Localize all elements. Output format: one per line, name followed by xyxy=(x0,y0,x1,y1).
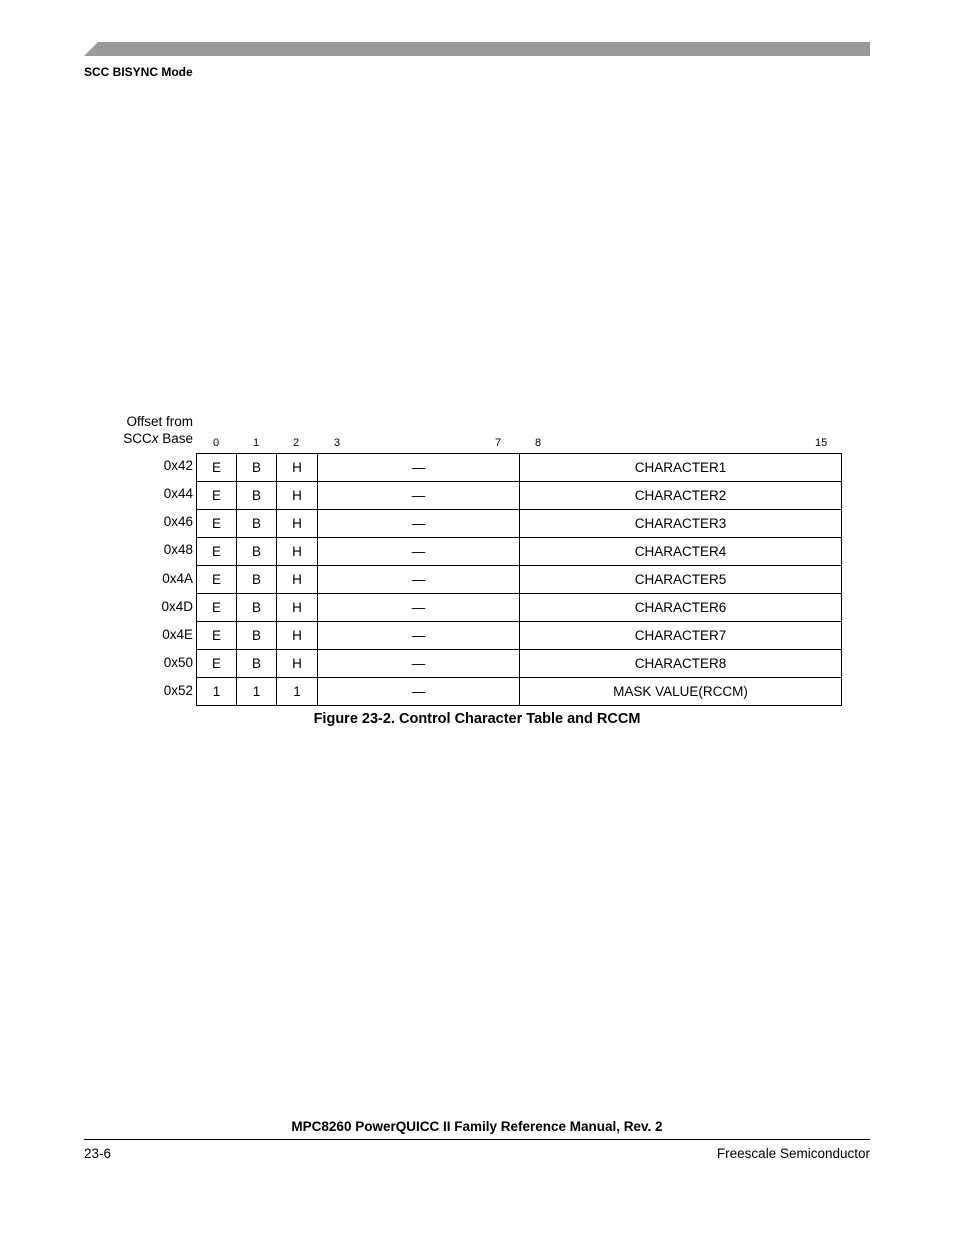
table-row xyxy=(197,566,842,594)
reserved-cell: — xyxy=(318,594,520,622)
reserved-cell: — xyxy=(318,538,520,566)
offset-label-line1: Offset from xyxy=(126,414,193,429)
h-bit-cell: H xyxy=(277,566,318,594)
row-offset: 0x52 xyxy=(163,683,193,698)
character-cell: CHARACTER1 xyxy=(520,454,842,482)
h-bit-cell: H xyxy=(277,538,318,566)
character-cell: CHARACTER6 xyxy=(520,594,842,622)
header-bar xyxy=(84,42,870,56)
reserved-cell: — xyxy=(318,454,520,482)
character-cell: CHARACTER8 xyxy=(520,650,842,678)
reserved-cell: — xyxy=(318,566,520,594)
table-row xyxy=(197,678,842,706)
bit-number: 15 xyxy=(815,437,828,449)
b-bit-cell: B xyxy=(237,594,277,622)
e-bit-cell: E xyxy=(197,622,237,650)
h-bit-cell: H xyxy=(277,594,318,622)
reserved-cell: — xyxy=(318,510,520,538)
reserved-cell: — xyxy=(318,622,520,650)
h-bit-cell: H xyxy=(277,482,318,510)
row-offset: 0x50 xyxy=(163,655,193,670)
e-bit-cell: 1 xyxy=(197,678,237,706)
reserved-cell: — xyxy=(318,482,520,510)
h-bit-cell: H xyxy=(277,510,318,538)
b-bit-cell: B xyxy=(237,482,277,510)
b-bit-cell: B xyxy=(237,566,277,594)
reserved-cell: — xyxy=(318,678,520,706)
company-name: Freescale Semiconductor xyxy=(716,1146,870,1161)
offset-column-label xyxy=(100,413,193,447)
bit-number: 2 xyxy=(293,437,300,449)
table-row xyxy=(197,510,842,538)
e-bit-cell: E xyxy=(197,510,237,538)
b-bit-cell: B xyxy=(237,538,277,566)
bit-number: 8 xyxy=(535,437,542,449)
e-bit-cell: E xyxy=(197,454,237,482)
h-bit-cell: H xyxy=(277,454,318,482)
table-row xyxy=(197,650,842,678)
b-bit-cell: B xyxy=(237,650,277,678)
e-bit-cell: E xyxy=(197,482,237,510)
table-row xyxy=(197,594,842,622)
row-offset: 0x4E xyxy=(162,627,193,642)
e-bit-cell: E xyxy=(197,566,237,594)
bit-number: 3 xyxy=(334,437,341,449)
row-offset: 0x48 xyxy=(163,542,193,557)
h-bit-cell: H xyxy=(277,650,318,678)
mask-value-cell: MASK VALUE(RCCM) xyxy=(520,678,842,706)
table-row xyxy=(197,622,842,650)
row-offset: 0x42 xyxy=(163,458,193,473)
b-bit-cell: 1 xyxy=(237,678,277,706)
section-title: SCC BISYNC Mode xyxy=(84,65,193,79)
table-row xyxy=(197,538,842,566)
row-offset: 0x4D xyxy=(161,599,193,614)
e-bit-cell: E xyxy=(197,538,237,566)
h-bit-cell: H xyxy=(277,622,318,650)
e-bit-cell: E xyxy=(197,594,237,622)
reserved-cell: — xyxy=(318,650,520,678)
offset-label-line2: SCCx Base xyxy=(123,431,193,446)
bit-number: 0 xyxy=(213,437,220,449)
table-row xyxy=(197,454,842,482)
bit-number: 7 xyxy=(495,437,502,449)
character-cell: CHARACTER7 xyxy=(520,622,842,650)
table-row xyxy=(197,482,842,510)
b-bit-cell: B xyxy=(237,454,277,482)
figure-caption: Figure 23-2. Control Character Table and RCCM xyxy=(313,711,641,727)
b-bit-cell: B xyxy=(237,510,277,538)
b-bit-cell: B xyxy=(237,622,277,650)
h-bit-cell: 1 xyxy=(277,678,318,706)
character-cell: CHARACTER5 xyxy=(520,566,842,594)
footer-divider xyxy=(84,1139,870,1140)
row-offset: 0x4A xyxy=(162,571,193,586)
character-cell: CHARACTER2 xyxy=(520,482,842,510)
control-character-table xyxy=(196,453,842,706)
character-cell: CHARACTER4 xyxy=(520,538,842,566)
row-offset: 0x44 xyxy=(163,486,193,501)
character-cell: CHARACTER3 xyxy=(520,510,842,538)
row-offset: 0x46 xyxy=(163,514,193,529)
e-bit-cell: E xyxy=(197,650,237,678)
bit-number: 1 xyxy=(253,437,260,449)
page-number: 23-6 xyxy=(84,1146,112,1161)
footer-manual-title: MPC8260 PowerQUICC II Family Reference Manual, Rev. 2 xyxy=(291,1119,663,1134)
